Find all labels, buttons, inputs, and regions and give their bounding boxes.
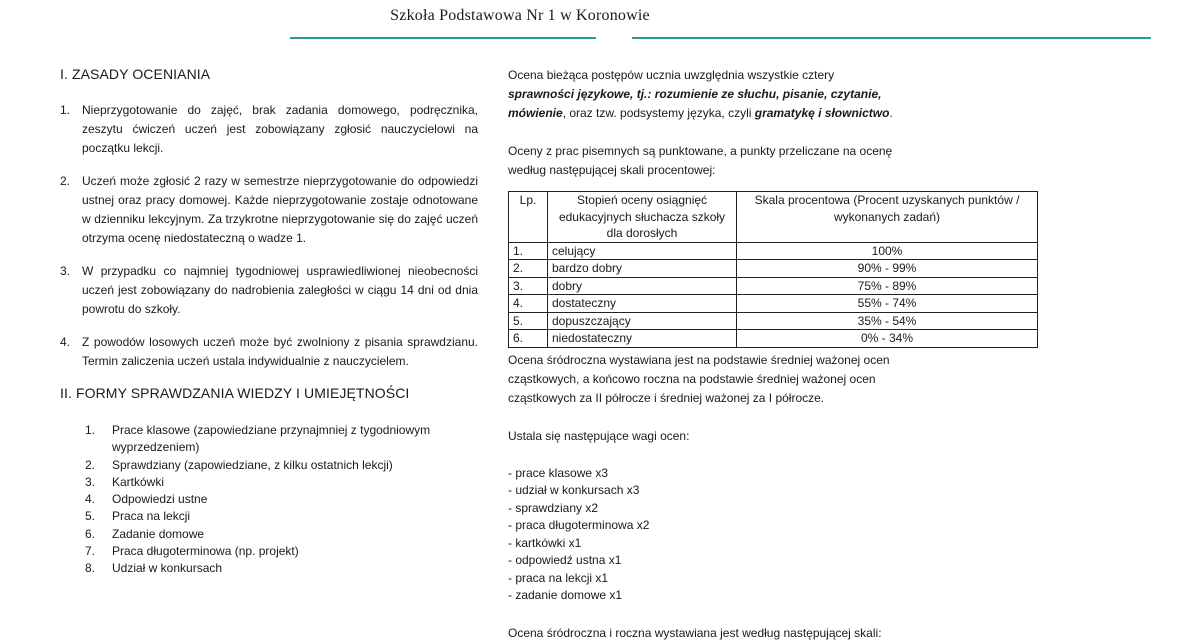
list-item: - praca na lekcji x1 <box>508 570 609 585</box>
list-item <box>60 262 478 319</box>
cell-grade: dopuszczający <box>548 312 737 330</box>
header-scale: Skala procentowa (Procent uzyskanych punktów / wykonanych zadań) <box>737 192 1038 243</box>
cell-lp: 1. <box>509 242 548 260</box>
list-item: - praca długoterminowa x2 <box>508 518 650 532</box>
list-number: 1. <box>85 423 96 437</box>
list-number: 2. <box>60 174 71 188</box>
intro-speaking: mówienie <box>508 106 563 120</box>
left-column <box>60 66 478 578</box>
final-scale-text: Ocena śródroczna i roczna wystawiana jest według następującej skali: <box>508 625 882 640</box>
cell-lp: 5. <box>509 312 548 330</box>
table-row <box>509 295 1038 313</box>
intro-grammar: gramatykę i słownictwo <box>754 106 890 120</box>
list-item <box>85 543 478 560</box>
forms-list <box>60 422 478 578</box>
header-rule-left <box>290 37 596 39</box>
list-item: - sprawdziany x2 <box>508 500 599 515</box>
cell-scale: 100% <box>737 242 1038 260</box>
cell-scale: 90% - 99% <box>737 260 1038 278</box>
list-item: - udział w konkursach x3 <box>508 483 640 497</box>
assessment-intro <box>508 66 1038 123</box>
list-item: - prace klasowe x3 <box>508 465 609 480</box>
rules-list <box>60 101 478 371</box>
list-item: - kartkówki x1 <box>508 535 582 550</box>
list-number: 3. <box>60 264 71 278</box>
list-item: - zadanie domowe x1 <box>508 588 623 602</box>
school-name: Szkoła Podstawowa Nr 1 w Koronowie <box>390 7 650 24</box>
list-item <box>60 172 478 248</box>
intro-skills: sprawności językowe, tj.: rozumienie ze słuchu, pisanie, czytanie, <box>508 87 882 101</box>
cell-grade: dobry <box>548 277 737 295</box>
list-item <box>85 508 478 525</box>
list-item <box>60 101 478 158</box>
section-title-rules: I. ZASADY OCENIANIA <box>60 66 211 82</box>
list-text: Zadanie domowe <box>112 526 205 541</box>
list-item: - odpowiedź ustna x1 <box>508 553 622 567</box>
grading-scale-table <box>508 191 1038 348</box>
list-text: Nieprzygotowanie do zajęć, brak zadania domowego, podręcznika, zeszytu ćwiczeń uczeń jest zobowiązany zgłosić nauczycielowi na początku lekcji. <box>82 103 478 155</box>
list-number: 8. <box>85 561 96 576</box>
written-work-text: Oceny z prac pisemnych są punktowane, a punkty przeliczane na ocenę według następującej skali procentowej: <box>508 144 893 177</box>
cell-scale: 55% - 74% <box>737 295 1038 313</box>
list-text: Praca na lekcji <box>112 509 191 524</box>
header-rule-right <box>632 37 1151 39</box>
list-item <box>85 422 478 457</box>
weights-list <box>508 465 1038 605</box>
header-lp: Lp. <box>509 192 548 243</box>
list-number: 7. <box>85 544 96 559</box>
list-item <box>85 526 478 543</box>
cell-lp: 6. <box>509 330 548 348</box>
list-number: 4. <box>60 335 71 349</box>
cell-scale: 0% - 34% <box>737 330 1038 348</box>
list-item <box>85 474 478 491</box>
list-number: 2. <box>85 457 96 472</box>
intro-subsystems: , oraz tzw. podsystemy języka, czyli <box>562 106 755 120</box>
list-item <box>85 491 478 508</box>
list-item <box>60 333 478 371</box>
table-header-row <box>509 192 1038 243</box>
list-text: Udział w konkursach <box>112 561 223 576</box>
cell-grade: niedostateczny <box>548 330 737 348</box>
table-row <box>509 330 1038 348</box>
table-row <box>509 260 1038 278</box>
table-row <box>509 277 1038 295</box>
list-text: Kartkówki <box>112 474 165 489</box>
cell-grade: bardzo dobry <box>548 260 737 278</box>
list-number: 1. <box>60 103 71 117</box>
table-row <box>509 312 1038 330</box>
list-number: 5. <box>85 509 96 524</box>
list-text: Uczeń może zgłosić 2 razy w semestrze nieprzygotowanie do odpowiedzi ustnej oraz pracy domowej. Każde nieprzygotowanie zostaje odnotowane w dzienniku lekcyjnym. Za trzykrotne nieprzygotowanie się do zajęć uczeń otrzyma ocenę niedostateczną o wadze 1. <box>82 174 478 245</box>
list-number: 6. <box>85 526 96 541</box>
list-text: Prace klasowe (zapowiedziane przynajmniej z tygodniowym wyprzedzeniem) <box>112 423 431 455</box>
list-text: Odpowiedzi ustne <box>112 492 208 507</box>
weights-title: Ustala się następujące wagi ocen: <box>508 428 690 443</box>
cell-lp: 3. <box>509 277 548 295</box>
cell-scale: 75% - 89% <box>737 277 1038 295</box>
semester-grade-text: Ocena śródroczna wystawiana jest na podstawie średniej ważonej ocen cząstkowych, a końcowo roczna na podstawie średniej ważonej ocen cząstkowych za II półrocze i średniej ważonej za I półrocze. <box>508 352 890 405</box>
cell-lp: 2. <box>509 260 548 278</box>
header-grade: Stopień oceny osiągnięć edukacyjnych słuchacza szkoły dla dorosłych <box>548 192 737 243</box>
list-text: Praca długoterminowa (np. projekt) <box>112 544 299 559</box>
list-text: W przypadku co najmniej tygodniowej usprawiedliwionej nieobecności uczeń jest zobowiązany do nadrobienia zaległości w ciągu 14 dni od dnia powrotu do szkoły. <box>82 264 478 316</box>
list-text: Sprawdziany (zapowiedziane, z kilku ostatnich lekcji) <box>112 457 393 472</box>
cell-grade: dostateczny <box>548 295 737 313</box>
list-number: 3. <box>85 474 96 489</box>
list-item <box>85 560 478 577</box>
list-text: Z powodów losowych uczeń może być zwolniony z pisania sprawdzianu. Termin zaliczenia uczeń ustala indywidualnie z nauczycielem. <box>82 335 478 368</box>
cell-lp: 4. <box>509 295 548 313</box>
intro-end: . <box>889 106 893 120</box>
intro-line-1: Ocena bieżąca postępów ucznia uwzględnia wszystkie cztery <box>508 68 835 82</box>
list-item <box>85 457 478 474</box>
right-column <box>508 66 1038 643</box>
cell-scale: 35% - 54% <box>737 312 1038 330</box>
list-number: 4. <box>85 492 96 507</box>
cell-grade: celujący <box>548 242 737 260</box>
table-row <box>509 242 1038 260</box>
section-title-forms: II. FORMY SPRAWDZANIA WIEDZY I UMIEJĘTNOŚCI <box>60 385 410 401</box>
